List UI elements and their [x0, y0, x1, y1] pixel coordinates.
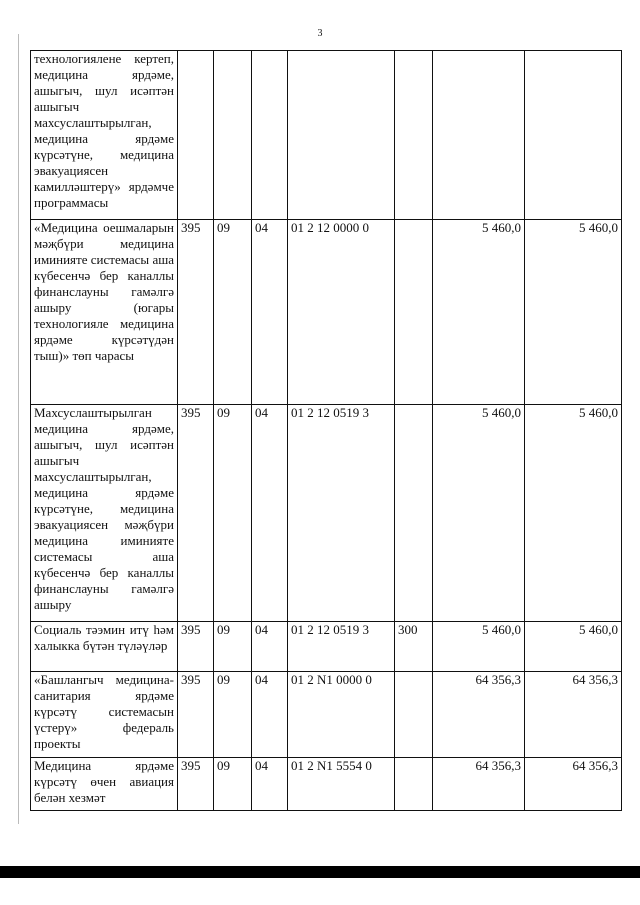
row-description: Махсуслаштырылган медицина ярдәме, ашыгыч, шул исәптән ашыгыч махсуслаштырылган, медицина ярдәме күрсәтүне, медицина эвакуациясен мәҗбүри медицина иминияте системасы аша күбесенчә бер каналлы финанслауны гамәлгә ашыру — [31, 405, 178, 622]
section-code: 09 — [214, 758, 252, 811]
amount-year-1: 64 356,3 — [433, 672, 525, 758]
amount-year-2: 64 356,3 — [525, 672, 622, 758]
amount-year-1 — [433, 51, 525, 220]
amount-year-2 — [525, 51, 622, 220]
row-description: Медицина ярдәме күрсәтү өчен авиация белән хезмәт — [31, 758, 178, 811]
amount-year-2: 5 460,0 — [525, 405, 622, 622]
section-code: 09 — [214, 622, 252, 672]
expense-type-code — [395, 758, 433, 811]
row-description: «Башлангыч медицина-санитария ярдәме күрсәтү системасын үстерү» федераль проекты — [31, 672, 178, 758]
section-code: 09 — [214, 672, 252, 758]
target-article-code: 01 2 N1 5554 0 — [288, 758, 395, 811]
scan-bottom-border — [0, 866, 640, 878]
subsection-code — [252, 51, 288, 220]
amount-year-1: 5 460,0 — [433, 622, 525, 672]
row-description: Социаль тәэмин итү һәм халыкка бүтән түләүләр — [31, 622, 178, 672]
scan-edge-line — [18, 34, 19, 824]
table-row — [31, 758, 622, 811]
ministry-code — [178, 51, 214, 220]
target-article-code: 01 2 N1 0000 0 — [288, 672, 395, 758]
amount-year-2: 5 460,0 — [525, 622, 622, 672]
expense-type-code — [395, 405, 433, 622]
row-description: технологиялене кертеп, медицина ярдәме, ашыгыч, шул исәптән ашыгыч махсуслаштырылган, медицина ярдәме күрсәтүне, медицина эвакуациясен камилләштерү» ярдәмче программасы — [31, 51, 178, 220]
budget-table — [30, 50, 622, 811]
row-description: «Медицина оешмаларын мәҗбүри медицина иминияте системасы аша күбесенчә бер каналлы финанслауны гамәлгә ашыру (югары технологияле медицина ярдәме күрсәтүдән тыш)» төп чарасы — [31, 220, 178, 405]
expense-type-code — [395, 51, 433, 220]
section-code: 09 — [214, 220, 252, 405]
target-article-code: 01 2 12 0000 0 — [288, 220, 395, 405]
target-article-code — [288, 51, 395, 220]
subsection-code: 04 — [252, 758, 288, 811]
amount-year-1: 5 460,0 — [433, 220, 525, 405]
section-code — [214, 51, 252, 220]
ministry-code: 395 — [178, 405, 214, 622]
expense-type-code: 300 — [395, 622, 433, 672]
subsection-code: 04 — [252, 622, 288, 672]
ministry-code: 395 — [178, 622, 214, 672]
amount-year-1: 5 460,0 — [433, 405, 525, 622]
table-row — [31, 51, 622, 220]
page-number: 3 — [317, 28, 323, 39]
amount-year-2: 64 356,3 — [525, 758, 622, 811]
subsection-code: 04 — [252, 220, 288, 405]
section-code: 09 — [214, 405, 252, 622]
ministry-code: 395 — [178, 220, 214, 405]
table-row — [31, 220, 622, 405]
ministry-code: 395 — [178, 758, 214, 811]
amount-year-1: 64 356,3 — [433, 758, 525, 811]
ministry-code: 395 — [178, 672, 214, 758]
target-article-code: 01 2 12 0519 3 — [288, 622, 395, 672]
target-article-code: 01 2 12 0519 3 — [288, 405, 395, 622]
table-row — [31, 622, 622, 672]
table-row — [31, 672, 622, 758]
expense-type-code — [395, 220, 433, 405]
subsection-code: 04 — [252, 672, 288, 758]
expense-type-code — [395, 672, 433, 758]
subsection-code: 04 — [252, 405, 288, 622]
amount-year-2: 5 460,0 — [525, 220, 622, 405]
table-row — [31, 405, 622, 622]
